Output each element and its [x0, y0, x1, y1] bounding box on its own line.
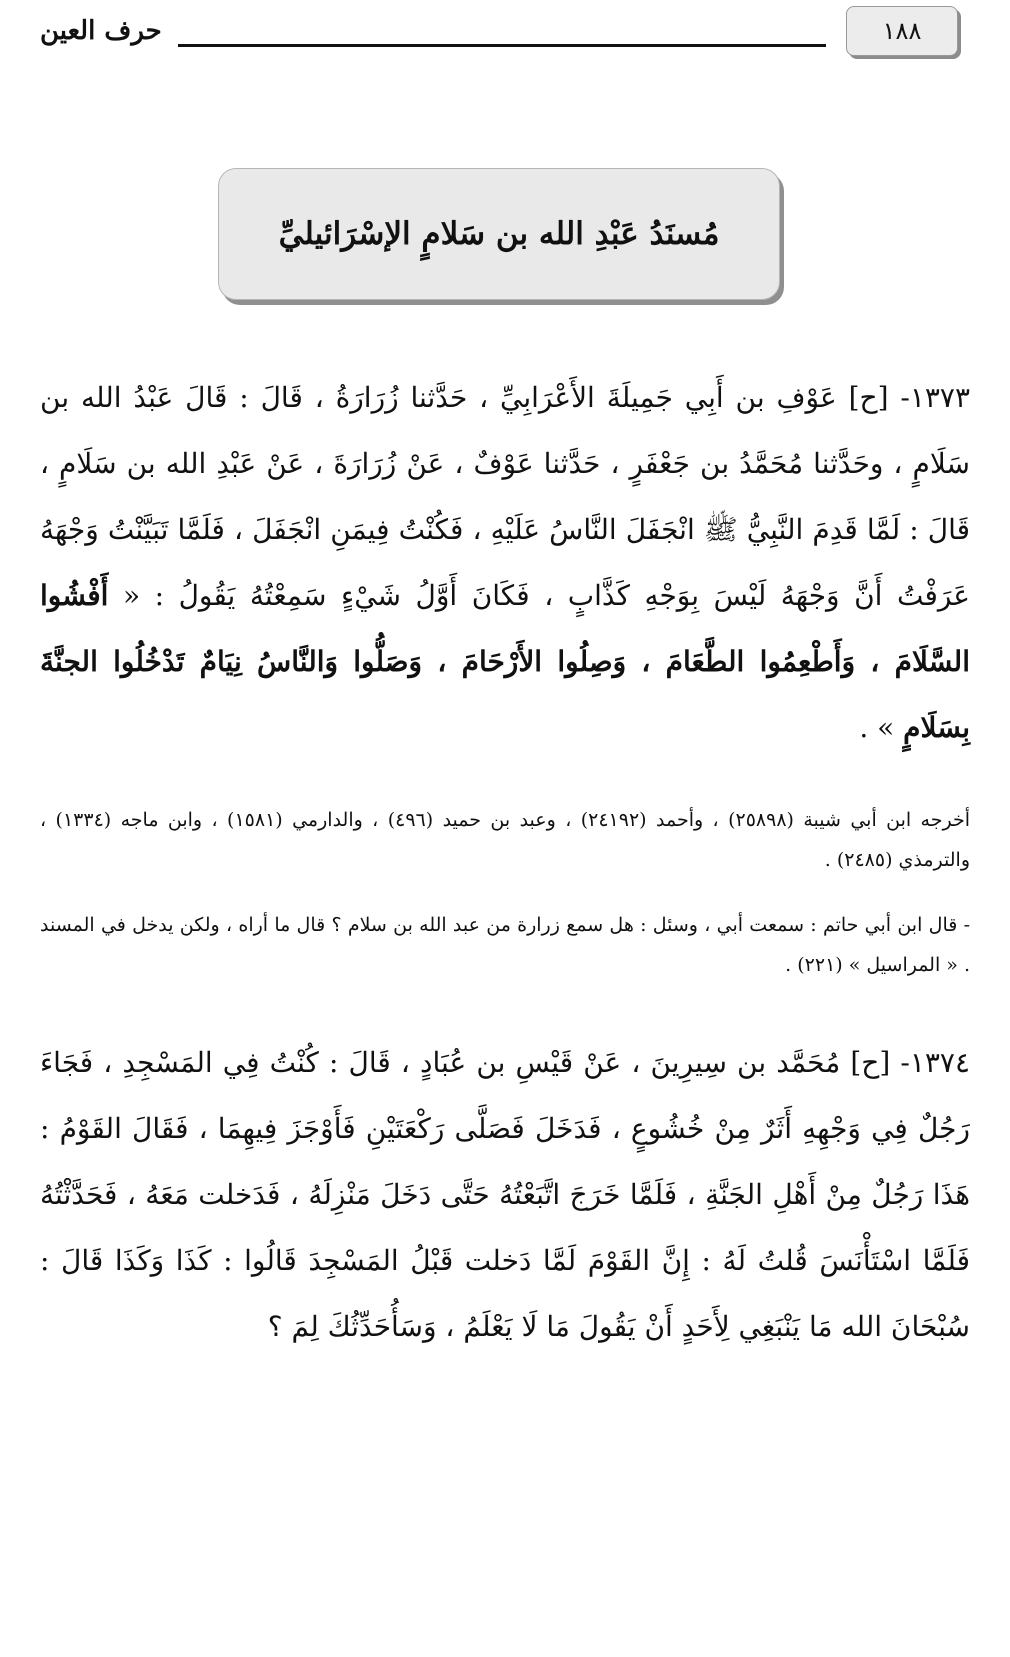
section-title-box: [218, 168, 780, 300]
hadith-1373: [40, 365, 970, 761]
hadith-1373-end: » .: [859, 711, 895, 744]
commentary-note: - قال ابن أبي حاتم : سمعت أبي ، وسئل : هل سمع زرارة من عبد الله بن سلام ؟ قال ما أراه ، ولكن يدخل في المسند . « المراسيل » (٢٢١) .: [40, 914, 970, 976]
hadith-1373-text: ١٣٧٣- [ح] عَوْفِ بن أَبِي جَمِيلَةَ الأَعْرَابِيِّ ، حَدَّثنا زُرَارَةُ ، قَالَ : قَالَ عَبْدُ الله بن سَلَامٍ ، وحَدَّثنا مُحَمَّدُ بن جَعْفَرٍ ، حَدَّثنا عَوْفٌ ، عَنْ زُرَارَةَ ، عَنْ عَبْدِ الله بن سَلَامٍ ، قَالَ : لَمَّا قَدِمَ النَّبِيُّ ﷺ انْجَفَلَ النَّاسُ عَلَيْهِ ، فَكُنْتُ فِيمَنِ انْجَفَلَ ، فَلَمَّا تَبَيَّنْتُ وَجْهَهُ عَرَفْتُ أَنَّ وَجْهَهُ لَيْسَ بِوَجْهِ كَذَّابٍ ، فَكَانَ أَوَّلُ شَيْءٍ سَمِعْتُهُ يَقُولُ : «: [40, 381, 971, 612]
page-number-badge: [846, 6, 958, 56]
page-number: ١٨٨: [882, 17, 922, 45]
hadith-1373-quote: أَفْشُوا السَّلَامَ ، وَأَطْعِمُوا الطَّعَامَ ، وَصِلُوا الأَرْحَامَ ، وَصَلُّوا وَالنَّاسُ نِيَامٌ تَدْخُلُوا الجنَّةَ بِسَلَامٍ: [40, 579, 970, 744]
chapter-title: حرف العين: [40, 16, 162, 46]
header-rule: [178, 44, 826, 47]
hadith-1374: ١٣٧٤- [ح] مُحَمَّد بن سِيرِينَ ، عَنْ قَيْسِ بن عُبَادٍ ، قَالَ : كُنْتُ فِي المَسْجِدِ ، فَجَاءَ رَجُلٌ فِي وَجْهِهِ أَثَرٌ مِنْ خُشُوعٍ ، فَدَخَلَ فَصَلَّى رَكْعَتَيْنِ فَأَوْجَزَ فِيهِمَا ، فَقَالَ القَوْمُ : هَذَا رَجُلٌ مِنْ أَهْلِ الجَنَّةِ ، فَلَمَّا خَرَجَ اتَّبَعْتُهُ حَتَّى دَخَلَ مَنْزِلَهُ ، فَدَخلت مَعَهُ ، فَحَدَّثْتُهُ فَلَمَّا اسْتَأْنَسَ قُلتُ لَهُ : إِنَّ القَوْمَ لَمَّا دَخلت قَبْلُ المَسْجِدَ قَالُوا : كَذَا وَكَذَا قَالَ : سُبْحَانَ الله مَا يَنْبَغِي لِأَحَدٍ أَنْ يَقُولَ مَا لَا يَعْلَمُ ، وَسَأُحَدِّثُكَ لِمَ ؟: [40, 1046, 970, 1343]
takhrij-note: أخرجه ابن أبي شيبة (٢٥٨٩٨) ، وأحمد (٢٤١٩٢) ، وعبد بن حميد (٤٩٦) ، والدارمي (١٥٨١) ، وابن ماجه (١٣٣٤) ، والترمذي (٢٤٨٥) .: [40, 809, 970, 871]
section-title: مُسنَدُ عَبْدِ الله بن سَلامٍ الإسْرَائيليِّ: [278, 216, 720, 252]
